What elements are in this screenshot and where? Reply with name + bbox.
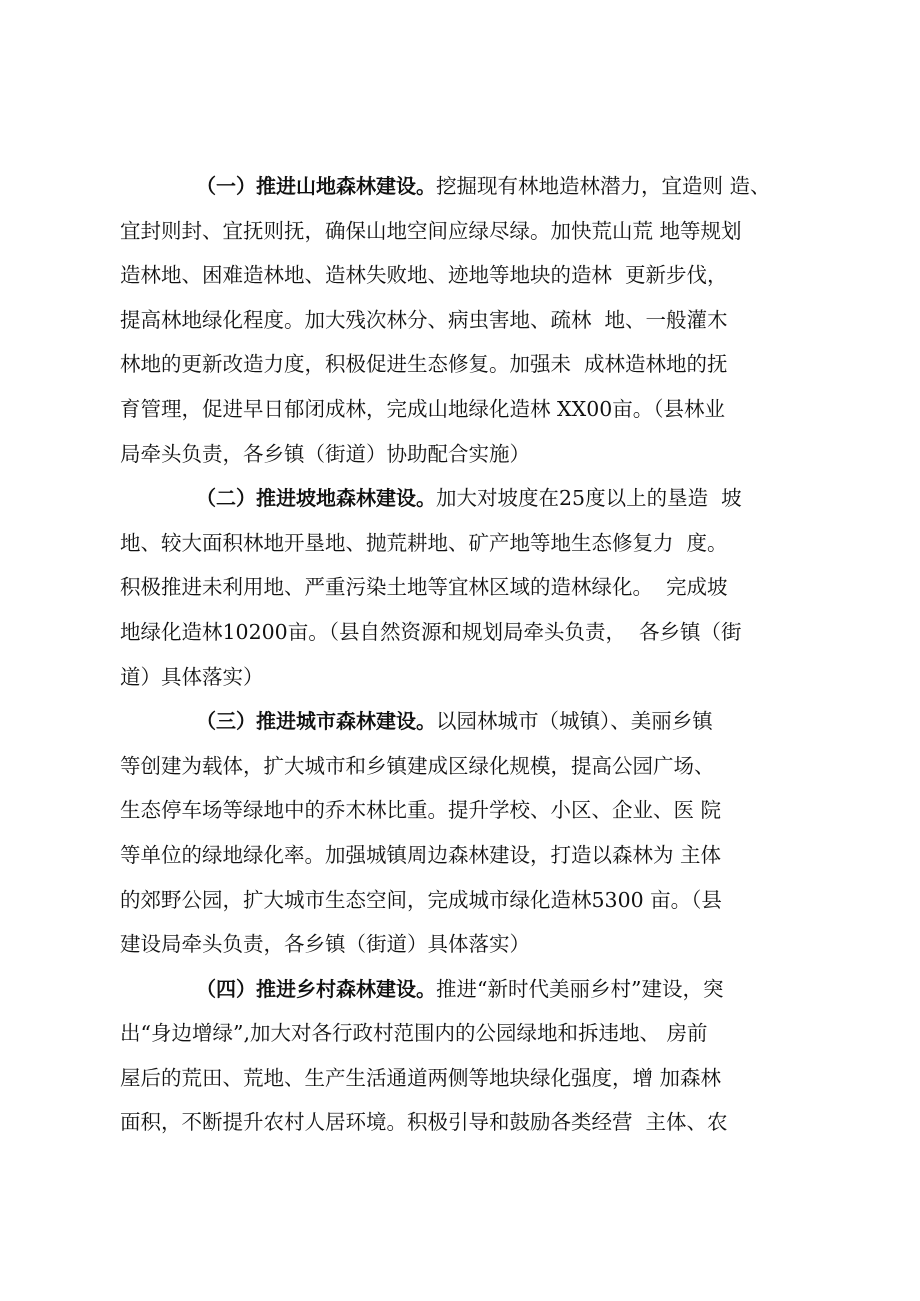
section-1-line-6: 育管理，促进早日郁闭成林，完成山地绿化造林 XX00亩。（县林业 <box>120 396 726 421</box>
section-1-line-4: 提高林地绿化程度。加大残次林分、病虫害地、疏林 地、一般灌木 <box>120 307 728 332</box>
section-1-line-5: 林地的更新改造力度，积极促进生态修复。加强未 成林造林地的抚 <box>120 352 728 377</box>
section-2-first-line <box>120 476 810 521</box>
section-4-line-1: 推进“新时代美丽乡村”建设，突 <box>436 976 724 1001</box>
section-1-line-2: 宜封则封、宜抚则抚，确保山地空间应绿尽绿。加快荒山荒 地等规划 <box>120 218 742 243</box>
section-3-line-1: 以园林城市（城镇）、美丽乡镇 <box>436 709 713 734</box>
section-2-line-2: 地、较大面积林地开垦地、抛荒耕地、矿产地等地生态修复力 度。 <box>120 530 728 555</box>
section-3-line-5: 的郊野公园，扩大城市生态空间，完成城市绿化造林5300 亩。（县 <box>120 887 722 912</box>
section-2-line-1: 加大对坡度在25度以上的垦造 坡 <box>436 486 742 511</box>
section-4-line-4: 面积，不断提升农村人居环境。积极引导和鼓励各类经营 主体、农 <box>120 1110 728 1135</box>
section-2-heading: （二）推进坡地森林建设。 <box>196 486 436 511</box>
section-3-first-line <box>120 699 810 744</box>
section-4-heading: （四）推进乡村森林建设。 <box>196 976 436 1001</box>
section-1-heading: （一）推进山地森林建设。 <box>196 174 436 198</box>
section-4-line-2: 出“身边增绿”,加大对各行政村范围内的公园绿地和拆违地、 房前 <box>120 1021 708 1046</box>
section-1-line-1: 挖掘现有林地造林潜力，宜造则 造、 <box>436 174 771 198</box>
document-body <box>120 164 810 1145</box>
section-4-first-line <box>120 967 810 1012</box>
section-1-line-3: 造林地、困难造林地、造林失败地、迹地等地块的造林 更新步伐， <box>120 263 728 288</box>
section-2-line-5: 道）具体落实） <box>120 664 264 689</box>
section-3-line-3: 生态停车场等绿地中的乔木林比重。提升学校、小区、企业、医 院 <box>120 798 722 823</box>
section-2-line-4: 地绿化造林10200亩。（县自然资源和规划局牵头负责， 各乡镇（街 <box>120 619 742 644</box>
section-3-heading: （三）推进城市森林建设。 <box>196 709 436 734</box>
section-4-line-3: 屋后的荒田、荒地、生产生活通道两侧等地块绿化强度，增 加森林 <box>120 1065 722 1090</box>
section-3-line-2: 等创建为载体，扩大城市和乡镇建成区绿化规模，提高公园广场、 <box>120 753 715 778</box>
section-3-line-6: 建设局牵头负责，各乡镇（街道）具体落实） <box>120 932 530 957</box>
section-1-first-line <box>120 164 810 209</box>
section-2-line-3: 积极推进未利用地、严重污染土地等宜林区域的造林绿化。 完成坡 <box>120 575 728 600</box>
section-3-line-4: 等单位的绿地绿化率。加强城镇周边森林建设，打造以森林为 主体 <box>120 842 722 867</box>
section-1-line-7: 局牵头负责，各乡镇（街道）协助配合实施） <box>120 441 530 466</box>
